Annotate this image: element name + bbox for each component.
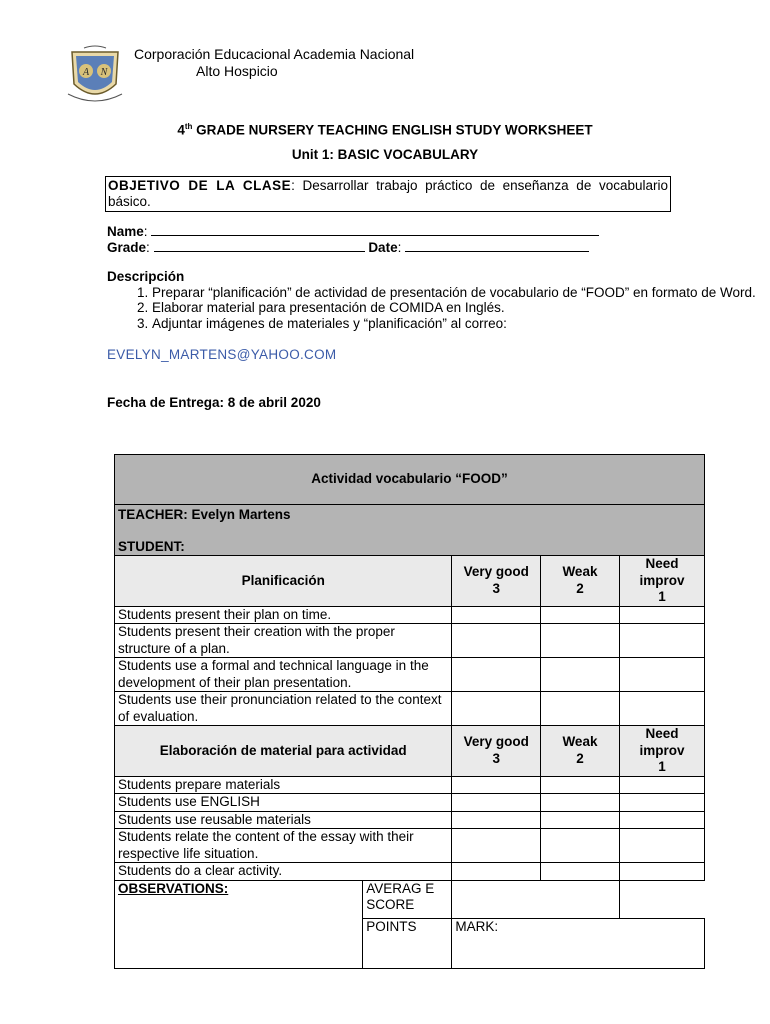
objective-text: : Desarrollar trabajo práctico de enseñanza de vocabulario básico. bbox=[108, 178, 668, 209]
very-good-score: 3 bbox=[492, 580, 500, 596]
score-cell[interactable] bbox=[541, 829, 620, 863]
score-cell[interactable] bbox=[452, 692, 541, 726]
criterion-cell: Students use a formal and technical language in the development of their plan presentation. bbox=[115, 658, 452, 692]
objective-label: OBJETIVO DE LA CLASE bbox=[108, 178, 292, 193]
score-cell[interactable] bbox=[619, 624, 704, 658]
score-cell[interactable] bbox=[619, 692, 704, 726]
criterion-cell: Students present their creation with the proper structure of a plan. bbox=[115, 624, 452, 658]
score-cell[interactable] bbox=[541, 811, 620, 829]
observations-cell[interactable]: OBSERVATIONS: bbox=[115, 880, 363, 968]
teacher-student-cell bbox=[115, 505, 705, 556]
date-line[interactable] bbox=[405, 251, 589, 252]
institution-header bbox=[134, 46, 414, 80]
score-cell[interactable] bbox=[452, 829, 541, 863]
score-cell[interactable] bbox=[452, 624, 541, 658]
grade-number: 4 bbox=[177, 122, 185, 138]
email-link[interactable]: EVELYN_MARTENS@YAHOO.COM bbox=[107, 347, 337, 362]
date-label: Date bbox=[368, 240, 398, 255]
grade-date-field: Grade: Date: bbox=[107, 240, 589, 255]
score-cell[interactable] bbox=[452, 658, 541, 692]
score-cell[interactable] bbox=[452, 776, 541, 794]
teacher-name: TEACHER: Evelyn Martens bbox=[118, 507, 291, 522]
score-cell[interactable] bbox=[541, 606, 620, 624]
score-cell[interactable] bbox=[452, 863, 541, 881]
score-cell[interactable] bbox=[619, 658, 704, 692]
student-label: STUDENT: bbox=[118, 538, 185, 554]
school-logo bbox=[62, 44, 128, 110]
score-cell[interactable] bbox=[541, 794, 620, 812]
weak-score: 2 bbox=[576, 750, 584, 766]
blank-cell bbox=[619, 880, 704, 918]
very-good-header bbox=[452, 556, 541, 607]
score-cell[interactable] bbox=[619, 811, 704, 829]
criterion-cell: Students do a clear activity. bbox=[115, 863, 452, 881]
weak-label: Weak bbox=[562, 734, 598, 750]
score-cell[interactable] bbox=[541, 863, 620, 881]
score-cell[interactable] bbox=[452, 811, 541, 829]
score-cell[interactable] bbox=[619, 863, 704, 881]
score-cell[interactable] bbox=[541, 776, 620, 794]
grade-line[interactable] bbox=[154, 251, 365, 252]
score-cell[interactable] bbox=[619, 829, 704, 863]
objective-box bbox=[105, 176, 671, 212]
institution-city: Alto Hospicio bbox=[196, 63, 278, 79]
description bbox=[107, 269, 756, 331]
score-cell[interactable] bbox=[452, 606, 541, 624]
very-good-label: Very good bbox=[463, 564, 529, 580]
average-value-cell[interactable] bbox=[452, 880, 620, 918]
need-improv-header bbox=[619, 556, 704, 607]
grade-ordinal: th bbox=[184, 122, 193, 131]
criterion-cell: Students relate the content of the essay with their respective life situation. bbox=[115, 829, 452, 863]
description-item: 3. Adjuntar imágenes de materiales y “planificación” al correo: bbox=[152, 316, 756, 332]
need-improv-header bbox=[619, 726, 704, 777]
mark-cell[interactable]: MARK: bbox=[452, 918, 705, 968]
score-cell[interactable] bbox=[452, 794, 541, 812]
weak-score: 2 bbox=[576, 580, 584, 596]
grade-label: Grade bbox=[107, 240, 147, 255]
very-good-header bbox=[452, 726, 541, 777]
points-label: POINTS bbox=[363, 918, 452, 968]
worksheet-title bbox=[0, 122, 770, 138]
svg-text:A: A bbox=[82, 67, 90, 78]
name-line[interactable] bbox=[151, 235, 599, 236]
score-cell[interactable] bbox=[619, 606, 704, 624]
svg-text:N: N bbox=[100, 67, 108, 78]
need-improv-score: 1 bbox=[658, 759, 666, 774]
weak-header bbox=[541, 556, 620, 607]
rubric-title: Actividad vocabulario “FOOD” bbox=[115, 455, 705, 505]
criterion-cell: Students present their plan on time. bbox=[115, 606, 452, 624]
average-label: AVERAG E SCORE bbox=[363, 880, 452, 918]
very-good-score: 3 bbox=[492, 750, 500, 766]
weak-header bbox=[541, 726, 620, 777]
score-cell[interactable] bbox=[541, 624, 620, 658]
criterion-cell: Students use ENGLISH bbox=[115, 794, 452, 812]
institution-name: Corporación Educacional Academia Nacional bbox=[134, 46, 415, 62]
rubric-table bbox=[114, 454, 705, 969]
unit-title: Unit 1: BASIC VOCABULARY bbox=[291, 147, 479, 162]
description-list bbox=[107, 285, 756, 332]
planificacion-header: Planificación bbox=[115, 556, 452, 607]
weak-label: Weak bbox=[562, 564, 598, 580]
description-label: Descripción bbox=[107, 269, 185, 284]
very-good-label: Very good bbox=[463, 734, 529, 750]
description-item: 1. Preparar “planificación” de actividad de presentación de vocabulario de “FOOD” en formato de Word. bbox=[152, 285, 756, 301]
criterion-cell: Students prepare materials bbox=[115, 776, 452, 794]
criterion-cell: Students use reusable materials bbox=[115, 811, 452, 829]
name-field[interactable]: Name: bbox=[107, 224, 599, 239]
score-cell[interactable] bbox=[541, 658, 620, 692]
name-label: Name bbox=[107, 224, 144, 239]
due-date: Fecha de Entrega: 8 de abril 2020 bbox=[107, 395, 321, 410]
need-improv-label: Need improv bbox=[639, 556, 685, 588]
description-item: 2. Elaborar material para presentación de COMIDA en Inglés. bbox=[152, 300, 756, 316]
need-improv-label: Need improv bbox=[639, 726, 685, 758]
elaboracion-header: Elaboración de material para actividad bbox=[115, 726, 452, 777]
score-cell[interactable] bbox=[619, 776, 704, 794]
score-cell[interactable] bbox=[541, 692, 620, 726]
criterion-cell: Students use their pronunciation related to the context of evaluation. bbox=[115, 692, 452, 726]
need-improv-score: 1 bbox=[658, 589, 666, 604]
title-text: GRADE NURSERY TEACHING ENGLISH STUDY WORKSHEET bbox=[192, 122, 593, 138]
score-cell[interactable] bbox=[619, 794, 704, 812]
